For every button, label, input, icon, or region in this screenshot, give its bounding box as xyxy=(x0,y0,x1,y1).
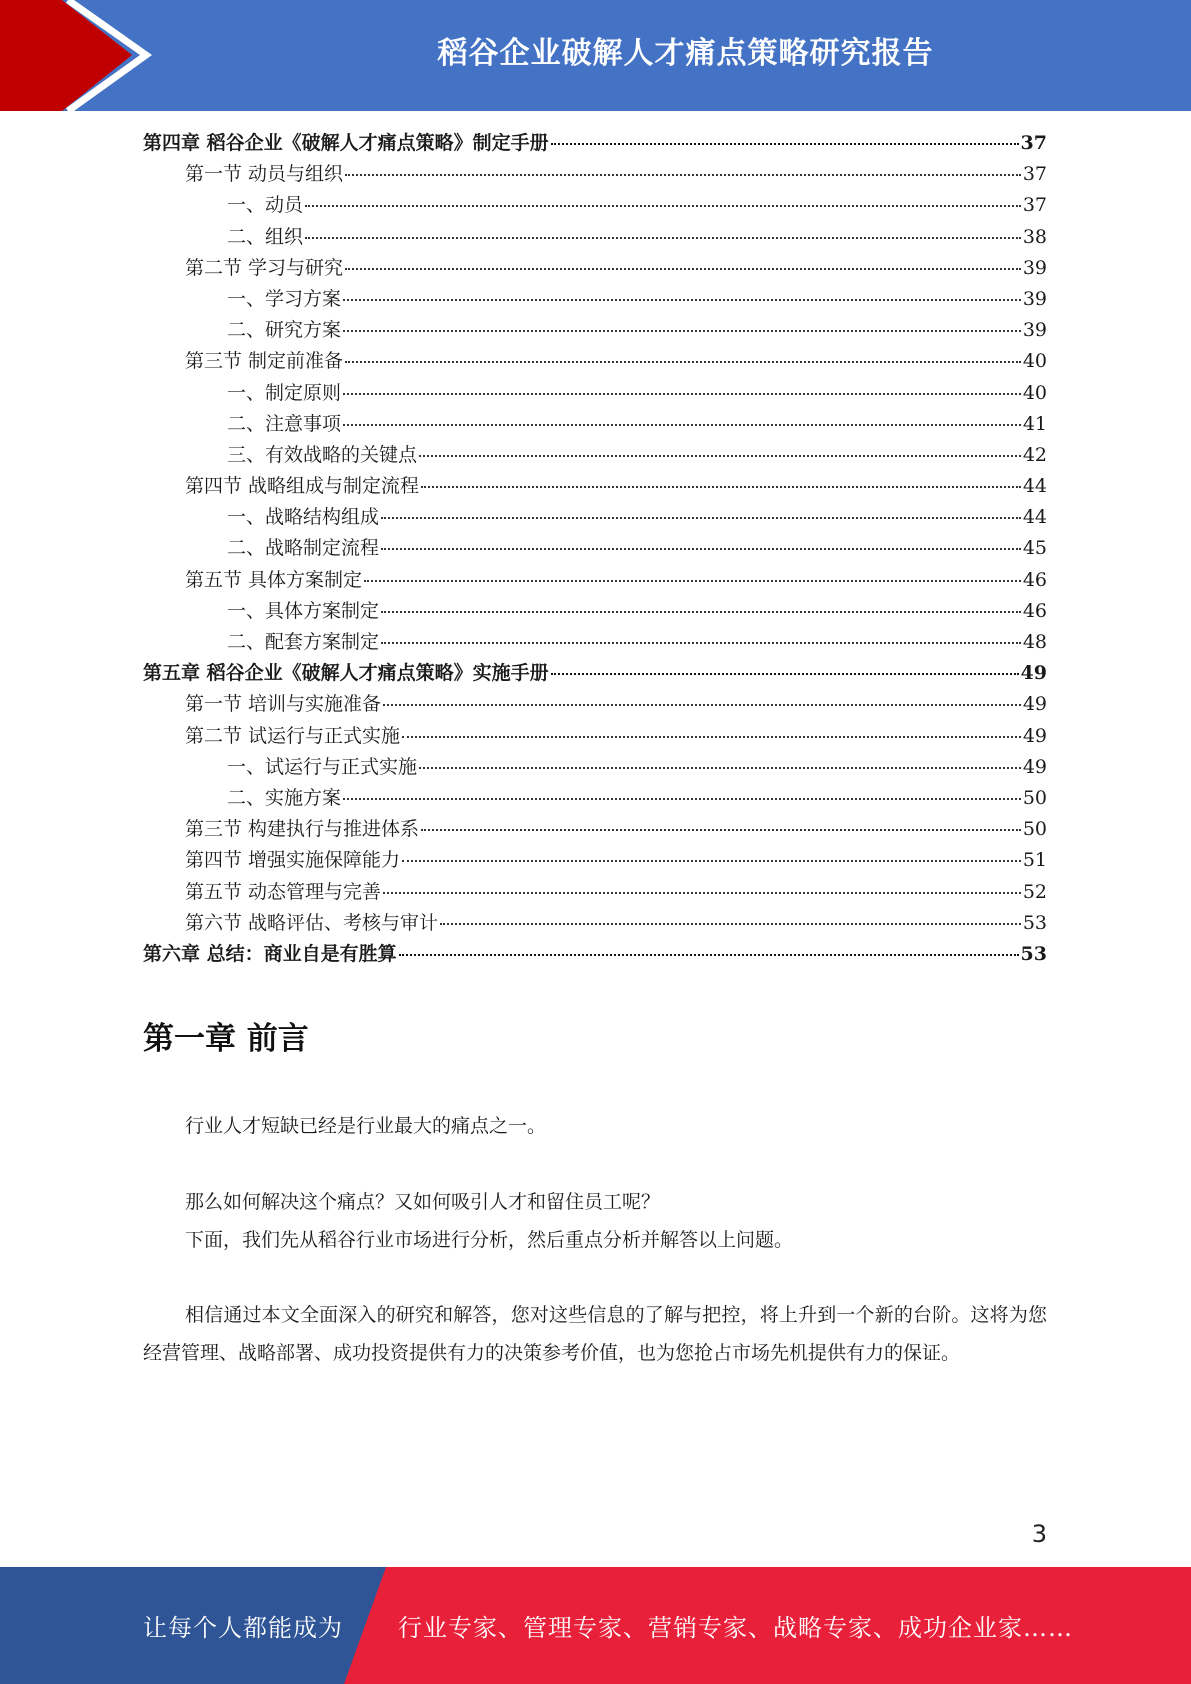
toc-entry-title: 第一节 培训与实施准备 xyxy=(185,693,382,716)
toc-entry[interactable] xyxy=(143,315,1047,346)
toc-entry-title: 第四章 稻谷企业《破解人才痛点策略》制定手册 xyxy=(143,132,549,154)
toc-entry[interactable] xyxy=(143,502,1047,533)
toc-entry-title: 第二节 试运行与正式实施 xyxy=(185,724,401,747)
table-of-contents xyxy=(143,128,1047,970)
toc-dot-leader xyxy=(345,174,1021,176)
page-number: 3 xyxy=(1031,1520,1047,1548)
toc-entry-title: 二、实施方案 xyxy=(227,786,342,809)
toc-entry-title: 二、战略制定流程 xyxy=(227,537,380,560)
toc-dot-leader xyxy=(383,892,1021,894)
toc-entry[interactable] xyxy=(143,658,1047,689)
toc-entry-page: 40 xyxy=(1022,350,1047,373)
toc-entry[interactable] xyxy=(143,533,1047,564)
toc-entry-page: 37 xyxy=(1022,163,1047,186)
toc-entry-page: 50 xyxy=(1022,786,1047,809)
toc-dot-leader xyxy=(343,330,1021,332)
intro-paragraph-2: 那么如何解决这个痛点？又如何吸引人才和留住员工呢？ xyxy=(185,1191,661,1213)
toc-entry-page: 37 xyxy=(1020,132,1047,154)
toc-entry-page: 39 xyxy=(1022,319,1047,342)
toc-entry[interactable] xyxy=(143,222,1047,253)
toc-entry-title: 第一节 动员与组织 xyxy=(185,163,344,186)
toc-entry[interactable] xyxy=(143,721,1047,752)
toc-entry-page: 37 xyxy=(1022,194,1047,217)
toc-entry-page: 41 xyxy=(1022,412,1047,435)
toc-dot-leader xyxy=(399,954,1019,956)
toc-entry[interactable] xyxy=(143,471,1047,502)
toc-dot-leader xyxy=(305,237,1021,239)
toc-dot-leader xyxy=(421,486,1021,488)
toc-entry[interactable] xyxy=(143,346,1047,377)
toc-entry[interactable] xyxy=(143,814,1047,845)
intro-paragraph-4: 相信通过本文全面深入的研究和解答，您对这些信息的了解与把控，将上升到一个新的台阶。这将为您经营管理、战略部署、成功投资提供有力的决策参考价值，也为您抢占市场先机提供有力的保证。 xyxy=(143,1304,1047,1364)
toc-entry-title: 第二节 学习与研究 xyxy=(185,256,344,279)
toc-entry-page: 44 xyxy=(1022,506,1047,529)
toc-entry-title: 二、注意事项 xyxy=(227,412,342,435)
toc-entry-page: 49 xyxy=(1022,755,1047,778)
toc-entry[interactable] xyxy=(143,689,1047,720)
toc-dot-leader xyxy=(419,455,1021,457)
toc-entry[interactable] xyxy=(143,190,1047,221)
toc-dot-leader xyxy=(381,548,1021,550)
toc-entry[interactable] xyxy=(143,378,1047,409)
toc-entry[interactable] xyxy=(143,845,1047,876)
toc-dot-leader xyxy=(343,393,1021,395)
toc-dot-leader xyxy=(343,424,1021,426)
toc-entry[interactable] xyxy=(143,627,1047,658)
chapter-heading: 第一章 前言 xyxy=(143,1021,309,1057)
toc-entry-title: 一、战略结构组成 xyxy=(227,506,380,529)
toc-entry[interactable] xyxy=(143,752,1047,783)
toc-entry-page: 38 xyxy=(1022,225,1047,248)
toc-entry[interactable] xyxy=(143,253,1047,284)
toc-dot-leader xyxy=(343,798,1021,800)
intro-paragraph-3: 下面，我们先从稻谷行业市场进行分析，然后重点分析并解答以上问题。 xyxy=(185,1229,794,1251)
toc-entry-title: 二、配套方案制定 xyxy=(227,631,380,653)
toc-dot-leader xyxy=(383,704,1021,706)
toc-dot-leader xyxy=(364,580,1021,582)
intro-paragraph-1: 行业人才短缺已经是行业最大的痛点之一。 xyxy=(185,1115,547,1137)
toc-dot-leader xyxy=(305,205,1021,207)
toc-entry[interactable] xyxy=(143,565,1047,596)
toc-dot-leader xyxy=(419,767,1021,769)
toc-dot-leader xyxy=(381,611,1021,613)
toc-entry-page: 51 xyxy=(1022,849,1047,872)
toc-entry-title: 第六章 总结：商业自是有胜算 xyxy=(143,942,397,965)
toc-dot-leader xyxy=(440,923,1021,925)
toc-entry-page: 45 xyxy=(1022,537,1047,560)
toc-entry[interactable] xyxy=(143,596,1047,627)
page-footer xyxy=(0,1567,1191,1684)
toc-entry[interactable] xyxy=(143,284,1047,315)
toc-entry[interactable] xyxy=(143,128,1047,159)
toc-entry-page: 49 xyxy=(1022,693,1047,716)
toc-dot-leader xyxy=(381,642,1021,644)
toc-entry-page: 49 xyxy=(1022,724,1047,747)
toc-entry-page: 48 xyxy=(1022,631,1047,653)
toc-entry-page: 46 xyxy=(1022,599,1047,622)
toc-dot-leader xyxy=(421,829,1021,831)
page-header xyxy=(0,0,1191,111)
toc-entry-title: 一、试运行与正式实施 xyxy=(227,755,418,778)
toc-dot-leader xyxy=(343,299,1021,301)
toc-entry-page: 39 xyxy=(1022,256,1047,279)
toc-entry-title: 第五节 具体方案制定 xyxy=(185,568,363,591)
toc-entry-title: 第五章 稻谷企业《破解人才痛点策略》实施手册 xyxy=(143,662,549,685)
toc-entry-page: 49 xyxy=(1020,662,1047,685)
toc-dot-leader xyxy=(345,268,1021,270)
header-title: 稻谷企业破解人才痛点策略研究报告 xyxy=(437,36,934,71)
toc-entry-title: 第五节 动态管理与完善 xyxy=(185,880,382,903)
toc-dot-leader xyxy=(402,860,1021,862)
toc-dot-leader xyxy=(551,143,1019,145)
toc-entry[interactable] xyxy=(143,409,1047,440)
toc-entry-title: 第四节 增强实施保障能力 xyxy=(185,849,401,872)
toc-entry[interactable] xyxy=(143,783,1047,814)
toc-entry-page: 44 xyxy=(1022,475,1047,498)
header-chevron-decoration xyxy=(0,0,160,111)
toc-entry-title: 第六节 战略评估、考核与审计 xyxy=(185,911,439,934)
toc-entry-title: 二、组织 xyxy=(227,225,304,248)
footer-slogan-left: 让每个人都能成为 xyxy=(143,1614,343,1642)
footer-slogan-right: 行业专家、管理专家、营销专家、战略专家、成功企业家…… xyxy=(398,1614,1073,1642)
toc-entry-title: 第三节 构建执行与推进体系 xyxy=(185,818,420,841)
toc-entry-title: 二、研究方案 xyxy=(227,319,342,342)
toc-entry-title: 第三节 制定前准备 xyxy=(185,350,344,373)
toc-entry-page: 53 xyxy=(1022,911,1047,934)
toc-dot-leader xyxy=(381,517,1021,519)
toc-dot-leader xyxy=(402,736,1021,738)
toc-entry[interactable] xyxy=(143,939,1047,970)
toc-entry[interactable] xyxy=(143,908,1047,939)
toc-entry-page: 52 xyxy=(1022,880,1047,903)
toc-entry-title: 三、有效战略的关键点 xyxy=(227,443,418,466)
toc-entry[interactable] xyxy=(143,440,1047,471)
toc-entry-title: 一、动员 xyxy=(227,194,304,217)
toc-entry[interactable] xyxy=(143,159,1047,190)
toc-entry-page: 42 xyxy=(1022,443,1047,466)
toc-entry[interactable] xyxy=(143,877,1047,908)
toc-entry-page: 46 xyxy=(1022,568,1047,591)
toc-dot-leader xyxy=(345,361,1021,363)
toc-entry-title: 第四节 战略组成与制定流程 xyxy=(185,475,420,498)
toc-entry-page: 39 xyxy=(1022,287,1047,310)
toc-entry-page: 53 xyxy=(1020,942,1047,965)
toc-entry-title: 一、具体方案制定 xyxy=(227,599,380,622)
toc-entry-page: 50 xyxy=(1022,818,1047,841)
toc-entry-title: 一、制定原则 xyxy=(227,381,342,404)
toc-dot-leader xyxy=(551,673,1019,675)
toc-entry-page: 40 xyxy=(1022,381,1047,404)
toc-entry-title: 一、学习方案 xyxy=(227,287,342,310)
